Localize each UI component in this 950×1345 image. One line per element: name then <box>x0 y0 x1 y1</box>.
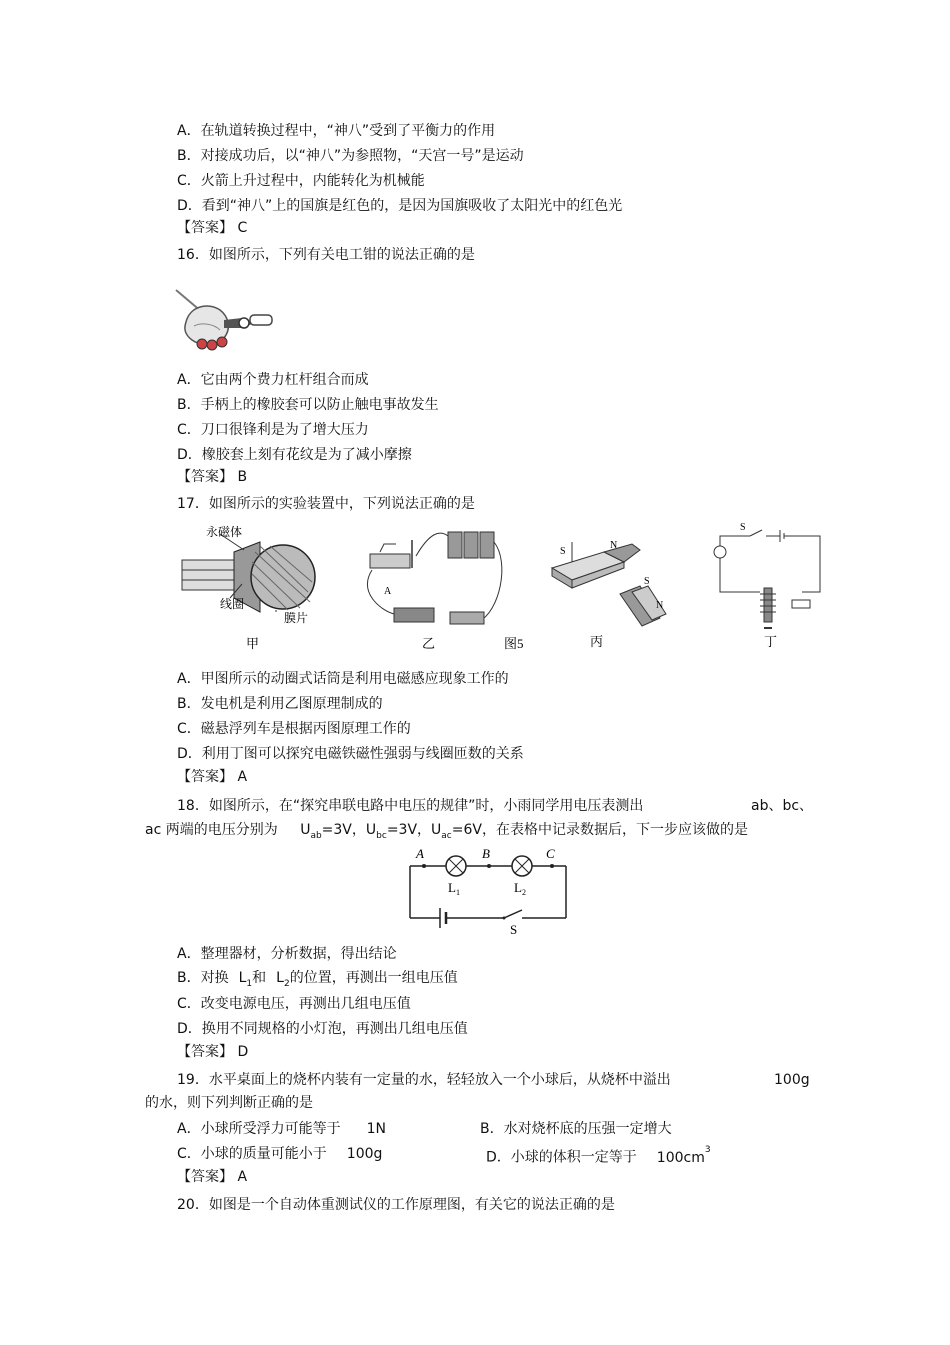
q15-option-c: C．火箭上升过程中，内能转化为机械能 <box>177 173 425 189</box>
label-s-ding: S <box>740 522 746 533</box>
pliers-figure <box>172 282 278 356</box>
q17-option-b: B．发电机是利用乙图原理制成的 <box>177 696 383 712</box>
u-ac: $U_{ac}=6V$ <box>431 822 482 841</box>
circuit-label-c: C <box>546 846 555 861</box>
label-jia: 甲 <box>246 636 260 651</box>
q16-option-d: D．橡胶套上刻有花纹是为了减小摩擦 <box>177 447 412 463</box>
label-n1: N <box>610 540 618 551</box>
q19-option-b: B．水对烧杯底的压强一定增大 <box>480 1121 672 1137</box>
circuit-label-l2: $L_2$ <box>514 880 526 897</box>
q16-stem: 16．如图所示，下列有关电工钳的说法正确的是 <box>177 247 475 263</box>
q18-stem-suffix: ，在表格中记录数据后，下一步应该做的是 <box>481 822 748 838</box>
q17-stem: 17．如图所示的实验装置中，下列说法正确的是 <box>177 496 475 512</box>
circuit-label-s: S <box>510 922 518 936</box>
label-ding: 丁 <box>764 634 778 649</box>
label-magnet: 永磁体 <box>206 525 243 539</box>
label-yi: 乙 <box>422 636 436 651</box>
q15-option-d: D．看到“神八”上的国旗是红色的，是因为国旗吸收了太阳光中的红色光 <box>177 198 623 214</box>
label-s2: S <box>644 576 650 587</box>
label-bing: 丙 <box>590 634 604 649</box>
q18-option-b: B．对换 $L_1$和 $L_2$的位置，再测出一组电压值 <box>177 970 458 989</box>
q18-stem-prefix: ac 两端的电压分别为 <box>145 822 278 838</box>
q17-answer: 【答案】 A <box>177 769 248 785</box>
circuit-label-b: B <box>482 846 490 861</box>
q16-option-c: C．刀口很锋利是为了增大压力 <box>177 422 369 438</box>
u-ab: $U_{ab}=3V$ <box>300 822 352 841</box>
q15-answer: 【答案】 C <box>177 220 248 236</box>
label-a: A <box>384 586 392 597</box>
q16-answer: 【答案】 B <box>177 469 248 485</box>
series-circuit-figure <box>402 844 574 936</box>
figure-bing-magnets <box>552 540 666 649</box>
q16-option-b: B．手柄上的橡胶套可以防止触电事故发生 <box>177 397 439 413</box>
figure-yi-apparatus <box>368 532 524 651</box>
q19-stem-line1-end: 100g <box>774 1072 810 1088</box>
label-film: 膜片 <box>284 611 309 625</box>
q19-stem-line2: 的水，则下列判断正确的是 <box>145 1095 313 1111</box>
q19-option-c: C．小球的质量可能小于 100g <box>177 1146 383 1162</box>
q18-answer: 【答案】 D <box>177 1044 249 1060</box>
q18-stem-line2: ac 两端的电压分别为 $U_{ab}=3V$，$U_{bc}=3V$，$U_{ac}=6V$，在表格中记录数据后，下一步应该做的是 <box>145 822 748 841</box>
label-tu5: 图5 <box>504 636 524 651</box>
q18-option-d: D．换用不同规格的小灯泡，再测出几组电压值 <box>177 1021 468 1037</box>
circuit-label-a: A <box>416 846 424 861</box>
u-bc: $U_{bc}=3V$ <box>365 822 418 841</box>
q16-option-a: A．它由两个费力杠杆组合而成 <box>177 372 369 388</box>
q17-option-c: C．磁悬浮列车是根据丙图原理工作的 <box>177 721 411 737</box>
q18-option-c: C．改变电源电压，再测出几组电压值 <box>177 996 411 1012</box>
q17-option-a: A．甲图所示的动圈式话筒是利用电磁感应现象工作的 <box>177 671 509 687</box>
q19-answer: 【答案】 A <box>177 1169 248 1185</box>
q15-option-a: A．在轨道转换过程中，“神八”受到了平衡力的作用 <box>177 123 496 139</box>
q17-option-d: D．利用丁图可以探究电磁铁磁性强弱与线圈匝数的关系 <box>177 746 524 762</box>
figure-ding-circuit <box>714 522 820 649</box>
q19-option-d: D．小球的体积一定等于 $100cm^3$ <box>486 1145 711 1166</box>
q18-stem-line1-end: ab、bc、 <box>751 798 814 814</box>
circuit-label-l1: $L_1$ <box>448 880 460 897</box>
experiment-figure-5 <box>180 522 830 654</box>
q20-stem: 20．如图是一个自动体重测试仪的工作原理图，有关它的说法正确的是 <box>177 1197 615 1213</box>
q15-option-b: B．对接成功后，以“神八”为参照物，“天宫一号”是运动 <box>177 148 524 164</box>
q19-option-a: A．小球所受浮力可能等于 1N <box>177 1121 386 1137</box>
q18-option-a: A．整理器材，分析数据，得出结论 <box>177 946 397 962</box>
q18-stem-line1: 18．如图所示，在“探究串联电路中电压的规律”时，小雨同学用电压表测出 <box>177 798 644 814</box>
label-s1: S <box>560 546 566 557</box>
figure-jia-microphone <box>182 524 315 651</box>
q19-stem-line1: 19．水平桌面上的烧杯内装有一定量的水，轻轻放入一个小球后，从烧杯中溢出 <box>177 1072 671 1088</box>
label-coil: 线圈 <box>220 597 245 611</box>
label-n2: N <box>656 600 664 611</box>
